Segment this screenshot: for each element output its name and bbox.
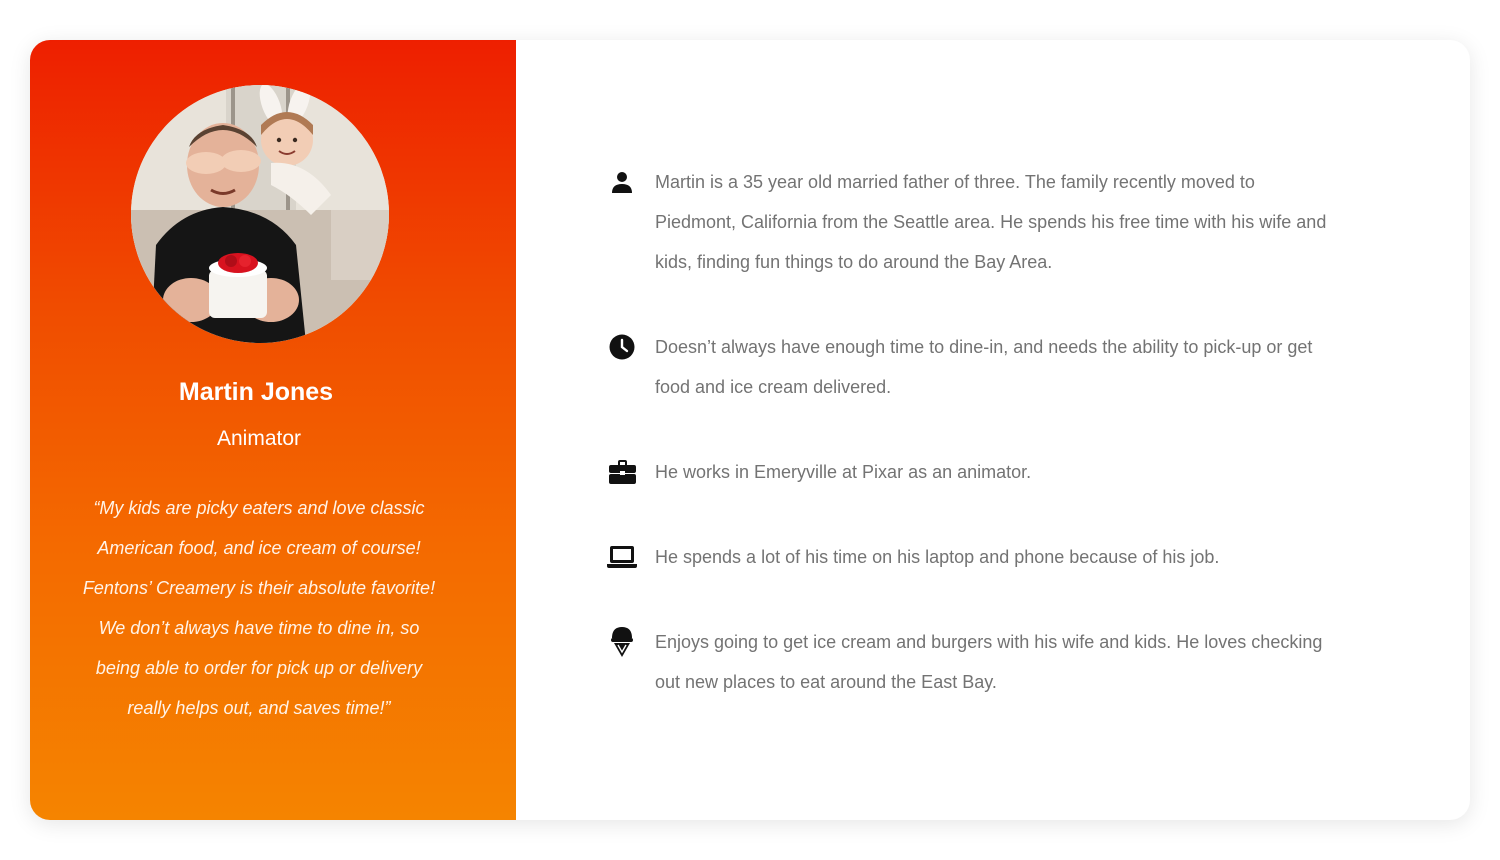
- briefcase-icon: [606, 452, 638, 492]
- fact-item-work: [606, 452, 1336, 492]
- fact-item-time: [606, 327, 1336, 407]
- fact-text: Martin is a 35 year old married father of three. The family recently moved to Piedmont, California from the Seattle area. He spends his free time with his wife and kids, finding fun things to do around the Bay Area.: [655, 172, 1327, 272]
- ice-cream-icon: [606, 622, 638, 662]
- clock-icon: [606, 327, 638, 367]
- persona-name: Martin Jones: [178, 378, 334, 406]
- person-icon: [606, 162, 638, 202]
- fact-text: He spends a lot of his time on his laptop and phone because of his job.: [655, 547, 1220, 567]
- fact-list: [606, 162, 1336, 747]
- fact-text: Enjoys going to get ice cream and burgers with his wife and kids. He loves checking out new places to eat around the East Bay.: [655, 632, 1323, 692]
- persona-details: [516, 40, 1470, 820]
- avatar: [131, 85, 389, 343]
- persona-card: [30, 40, 1470, 820]
- fact-item-bio: [606, 162, 1336, 282]
- fact-item-ice-cream: [606, 622, 1336, 702]
- persona-role: Animator: [216, 427, 302, 450]
- persona-sidebar: [30, 40, 516, 820]
- fact-text: Doesn’t always have enough time to dine-in, and needs the ability to pick-up or get food and ice cream delivered.: [655, 337, 1313, 397]
- laptop-icon: [606, 537, 638, 577]
- fact-item-laptop: [606, 537, 1336, 577]
- fact-text: He works in Emeryville at Pixar as an animator.: [655, 462, 1032, 482]
- avatar-photo: [131, 85, 389, 343]
- persona-quote: “My kids are picky eaters and love classic American food, and ice cream of course! Fentons’ Creamery is their absolute favorite! We don’t always have time to dine in, so being able to order for pick up or delivery really helps out, and saves time!”: [82, 498, 436, 718]
